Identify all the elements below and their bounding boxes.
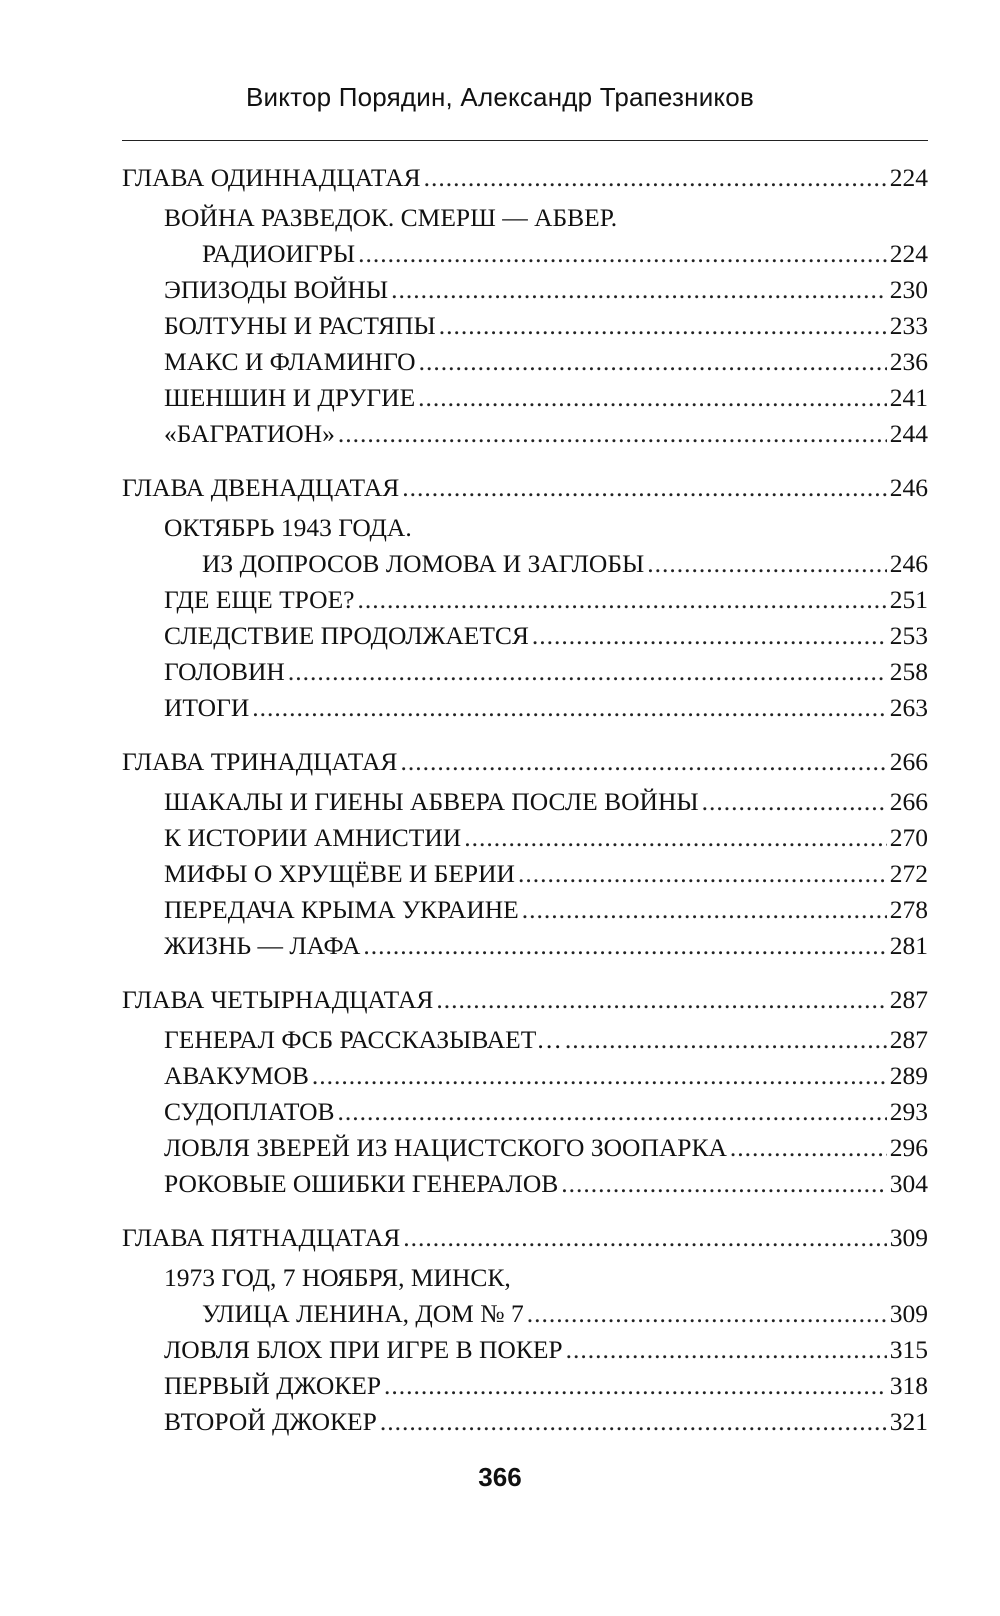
toc-section <box>122 1260 928 1296</box>
toc-section <box>122 618 928 654</box>
dot-leader <box>403 1220 886 1256</box>
toc-section <box>122 1368 928 1404</box>
dot-leader <box>561 1166 886 1202</box>
toc-section <box>122 820 928 856</box>
dot-leader <box>312 1058 887 1094</box>
page-ref: 253 <box>889 621 928 650</box>
dot-leader <box>518 856 887 892</box>
page-ref: 251 <box>889 585 928 614</box>
section-title: ШАКАЛЫ И ГИЕНЫ АБВЕРА ПОСЛЕ ВОЙНЫ <box>164 787 699 816</box>
dot-leader <box>400 744 886 780</box>
toc-section <box>122 1166 928 1202</box>
page-ref: 241 <box>889 383 928 412</box>
dot-leader <box>439 308 887 344</box>
page-number: 366 <box>478 1462 522 1492</box>
section-title: ПЕРЕДАЧА КРЫМА УКРАИНЕ <box>164 895 519 924</box>
page-ref: 304 <box>889 1169 928 1198</box>
dot-leader <box>702 784 887 820</box>
section-title: МАКС И ФЛАМИНГО <box>164 347 416 376</box>
page-ref: 266 <box>889 747 928 776</box>
toc-section <box>122 1022 928 1058</box>
toc-section <box>122 856 928 892</box>
toc-section-continued <box>122 1296 928 1332</box>
dot-leader <box>647 546 887 582</box>
section-title: РОКОВЫЕ ОШИБКИ ГЕНЕРАЛОВ <box>164 1169 559 1198</box>
dot-leader <box>527 1296 887 1332</box>
toc-section <box>122 416 928 452</box>
section-title: К ИСТОРИИ АМНИСТИИ <box>164 823 462 852</box>
page-ref: 272 <box>889 859 928 888</box>
page-ref: 224 <box>889 239 928 268</box>
dot-leader <box>464 820 887 856</box>
page-ref: 309 <box>889 1223 928 1252</box>
toc-section <box>122 1404 928 1440</box>
dot-leader <box>730 1130 887 1166</box>
page-ref: 224 <box>889 163 928 192</box>
dot-leader <box>424 160 887 196</box>
page-ref: 281 <box>889 931 928 960</box>
running-header: Виктор Порядин, Александр Трапезников <box>246 82 754 112</box>
page-ref: 236 <box>889 347 928 376</box>
toc-section <box>122 200 928 236</box>
page-ref: 321 <box>889 1407 928 1436</box>
section-title: ШЕНШИН И ДРУГИЕ <box>164 383 416 412</box>
section-title: ГЕНЕРАЛ ФСБ РАССКАЗЫВАЕТ… <box>164 1025 562 1054</box>
dot-leader <box>338 416 887 452</box>
dot-leader <box>402 470 886 506</box>
section-title: ВТОРОЙ ДЖОКЕР <box>164 1407 377 1436</box>
section-title: ЭПИЗОДЫ ВОЙНЫ <box>164 275 389 304</box>
chapter-title: ГЛАВА ЧЕТЫРНАДЦАТАЯ <box>122 985 434 1014</box>
chapter-title: ГЛАВА ПЯТНАДЦАТАЯ <box>122 1223 401 1252</box>
dot-leader <box>384 1368 887 1404</box>
section-title: ЛОВЛЯ ЗВЕРЕЙ ИЗ НАЦИСТСКОГО ЗООПАРКА <box>164 1133 727 1162</box>
dot-leader <box>419 344 887 380</box>
page-ref: 246 <box>889 473 928 502</box>
dot-leader <box>338 1094 887 1130</box>
page-ref: 258 <box>889 657 928 686</box>
page-ref: 318 <box>889 1371 928 1400</box>
dot-leader <box>357 582 886 618</box>
page-ref: 270 <box>889 823 928 852</box>
section-title: СУДОПЛАТОВ <box>164 1097 335 1126</box>
dot-leader <box>565 1022 887 1058</box>
page-ref: 266 <box>889 787 928 816</box>
toc-section <box>122 380 928 416</box>
dot-leader <box>358 236 887 272</box>
toc-section <box>122 582 928 618</box>
chapter-title: ГЛАВА ТРИНАДЦАТАЯ <box>122 747 398 776</box>
header-rule <box>122 140 928 141</box>
table-of-contents <box>122 160 928 1440</box>
toc-chapter-12 <box>122 470 928 506</box>
section-title: ИЗ ДОПРОСОВ ЛОМОВА И ЗАГЛОБЫ <box>202 549 645 578</box>
section-title: ВОЙНА РАЗВЕДОК. СМЕРШ — АБВЕР. <box>164 203 618 232</box>
toc-chapter-14 <box>122 982 928 1018</box>
toc-section-continued <box>122 546 928 582</box>
section-title: ГДЕ ЕЩЕ ТРОЕ? <box>164 585 355 614</box>
toc-section <box>122 1130 928 1166</box>
page-ref: 278 <box>889 895 928 924</box>
section-title: СЛЕДСТВИЕ ПРОДОЛЖАЕТСЯ <box>164 621 529 650</box>
dot-leader <box>436 982 886 1018</box>
page-ref: 287 <box>889 1025 928 1054</box>
page-ref: 296 <box>889 1133 928 1162</box>
toc-section <box>122 344 928 380</box>
section-title: ОКТЯБРЬ 1943 ГОДА. <box>164 513 412 542</box>
section-title: МИФЫ О ХРУЩЁВЕ И БЕРИИ <box>164 859 515 888</box>
dot-leader <box>288 654 887 690</box>
dot-leader <box>380 1404 887 1440</box>
toc-section <box>122 892 928 928</box>
section-title: 1973 ГОД, 7 НОЯБРЯ, МИНСК, <box>164 1263 511 1292</box>
section-title: ЖИЗНЬ — ЛАФА <box>164 931 361 960</box>
toc-chapter-11 <box>122 160 928 196</box>
dot-leader <box>532 618 887 654</box>
dot-leader <box>566 1332 887 1368</box>
toc-section <box>122 690 928 726</box>
chapter-title: ГЛАВА ОДИННАДЦАТАЯ <box>122 163 421 192</box>
toc-section <box>122 784 928 820</box>
section-title: ИТОГИ <box>164 693 250 722</box>
toc-section <box>122 928 928 964</box>
page-ref: 233 <box>889 311 928 340</box>
toc-section <box>122 1332 928 1368</box>
section-title: АВАКУМОВ <box>164 1061 309 1090</box>
toc-chapter-13 <box>122 744 928 780</box>
dot-leader <box>418 380 887 416</box>
page-ref: 246 <box>889 549 928 578</box>
section-title: УЛИЦА ЛЕНИНА, ДОМ № 7 <box>202 1299 524 1328</box>
section-title: ГОЛОВИН <box>164 657 285 686</box>
section-title: РАДИОИГРЫ <box>202 239 356 268</box>
toc-section <box>122 272 928 308</box>
section-title: ЛОВЛЯ БЛОХ ПРИ ИГРЕ В ПОКЕР <box>164 1335 563 1364</box>
dot-leader <box>363 928 886 964</box>
toc-section <box>122 1094 928 1130</box>
toc-chapter-15 <box>122 1220 928 1256</box>
toc-section-continued <box>122 236 928 272</box>
toc-section <box>122 1058 928 1094</box>
section-title: «БАГРАТИОН» <box>164 419 335 448</box>
page-ref: 244 <box>889 419 928 448</box>
section-title: ПЕРВЫЙ ДЖОКЕР <box>164 1371 381 1400</box>
page-ref: 309 <box>889 1299 928 1328</box>
section-title: БОЛТУНЫ И РАСТЯПЫ <box>164 311 436 340</box>
toc-section <box>122 308 928 344</box>
page-ref: 263 <box>889 693 928 722</box>
dot-leader <box>522 892 887 928</box>
page-ref: 289 <box>889 1061 928 1090</box>
dot-leader <box>252 690 887 726</box>
page-ref: 287 <box>889 985 928 1014</box>
toc-section <box>122 654 928 690</box>
page-ref: 293 <box>889 1097 928 1126</box>
page-ref: 230 <box>889 275 928 304</box>
chapter-title: ГЛАВА ДВЕНАДЦАТАЯ <box>122 473 400 502</box>
page-ref: 315 <box>889 1335 928 1364</box>
dot-leader <box>391 272 887 308</box>
toc-section <box>122 510 928 546</box>
